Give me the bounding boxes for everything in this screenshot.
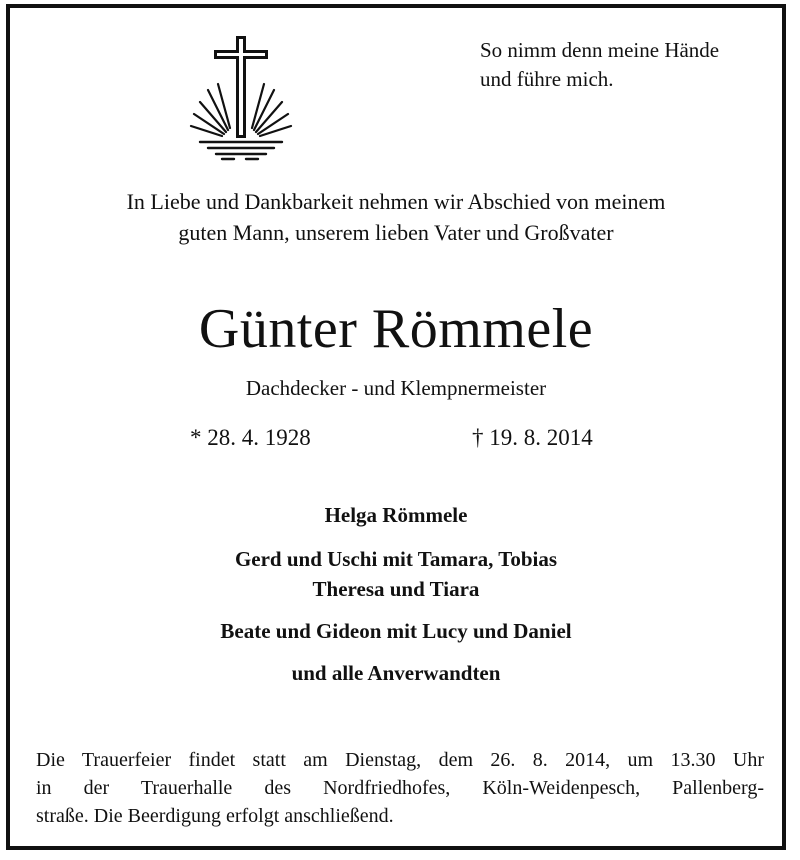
- mourner-group-1: [10, 544, 782, 604]
- mourner-group-1-line-1: Gerd und Uschi mit Tamara, Tobias: [234, 547, 558, 571]
- verse-line-1: So nimm denn meine Hände: [480, 38, 720, 62]
- bible-verse: [480, 36, 780, 94]
- deceased-profession: Dachdecker - und Klempnermeister: [245, 376, 547, 400]
- cross-with-rising-sun-icon: [188, 34, 294, 164]
- farewell-intro: [10, 186, 782, 248]
- mourner-spouse: Helga Römmele: [324, 503, 468, 527]
- service-line-3: straße. Die Beerdigung erfolgt anschließend.: [36, 805, 394, 827]
- intro-line-2: guten Mann, unserem lieben Vater und Großvater: [178, 220, 614, 245]
- service-line-2: in der Trauerhalle des Nordfriedhofes, Köln-Weidenpesch, Pallenberg-: [36, 777, 764, 799]
- obituary-notice: [6, 4, 786, 850]
- mourner-group-3: und alle Anverwandten: [291, 661, 501, 685]
- intro-line-1: In Liebe und Dankbarkeit nehmen wir Abschied von meinem: [126, 189, 666, 214]
- service-line-1: Die Trauerfeier findet statt am Dienstag, dem 26. 8. 2014, um 13.30 Uhr: [36, 749, 764, 771]
- birth-date: * 28. 4. 1928: [190, 425, 311, 450]
- funeral-service-info: [36, 746, 764, 830]
- mourner-group-1-line-2: Theresa und Tiara: [312, 577, 480, 601]
- deceased-name: Günter Römmele: [198, 298, 594, 360]
- mourner-group-2: Beate und Gideon mit Lucy und Daniel: [220, 619, 572, 643]
- death-date: † 19. 8. 2014: [472, 425, 593, 450]
- verse-line-2: und führe mich.: [480, 67, 614, 91]
